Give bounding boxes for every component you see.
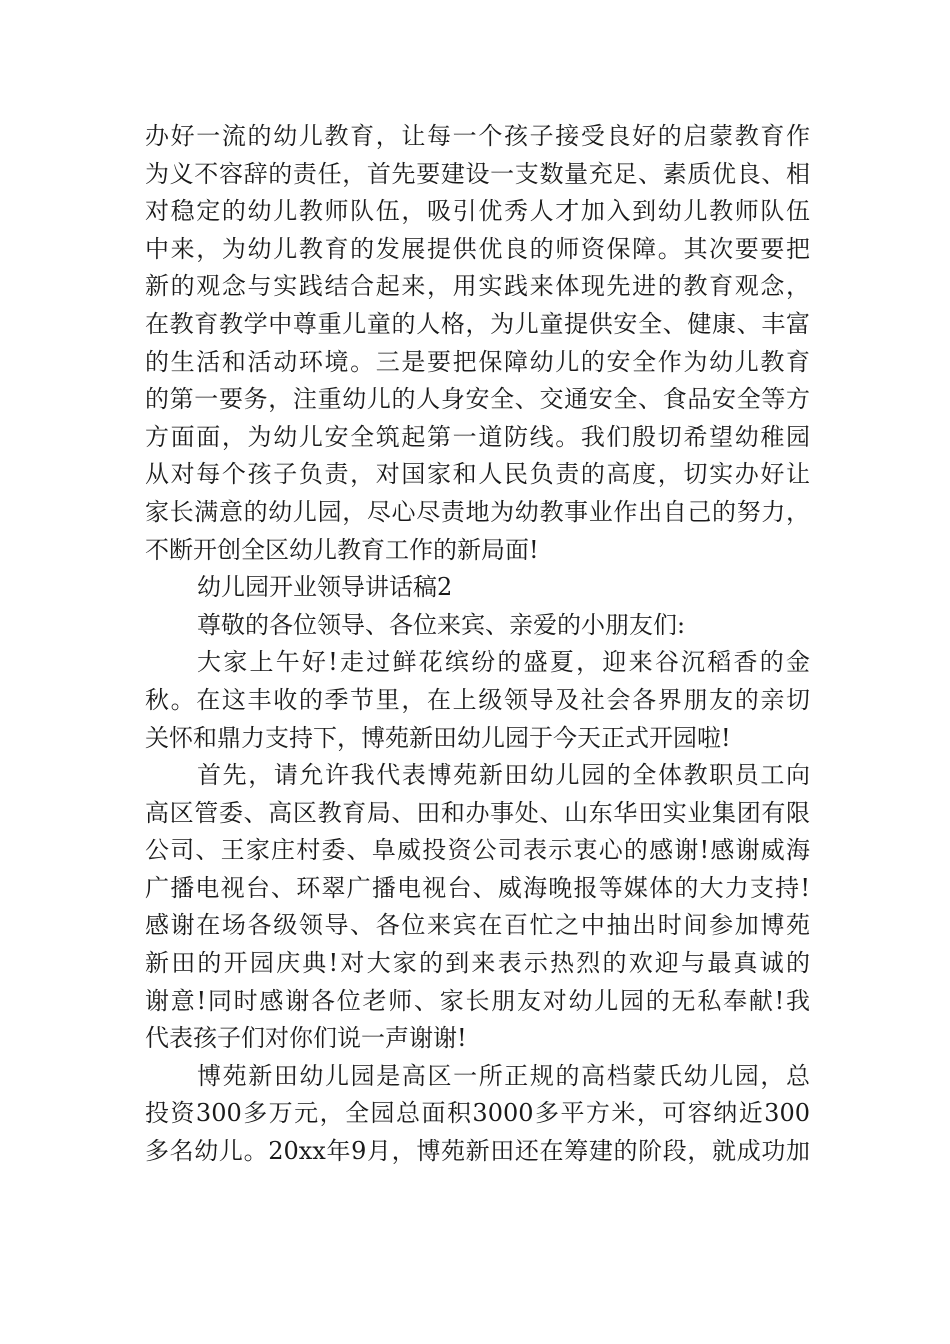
text-line: 中来，为幼儿教育的发展提供优良的师资保障。其次要要把 <box>145 234 810 263</box>
text-line: 的生活和活动环境。三是要把保障幼儿的安全作为幼儿教育 <box>145 347 810 376</box>
text-line: 高区管委、高区教育局、田和办事处、山东华田实业集团有限 <box>145 798 810 827</box>
text-line: 家长满意的幼儿园，尽心尽责地为幼教事业作出自己的努力， <box>145 497 810 526</box>
text-line: 公司、王家庄村委、阜威投资公司表示衷心的感谢!感谢威海 <box>145 836 810 865</box>
text-line: 博苑新田幼儿园是高区一所正规的高档蒙氏幼儿园，总 <box>197 1061 810 1090</box>
text-line: 广播电视台、环翠广播电视台、威海晚报等媒体的大力支持! <box>145 873 810 902</box>
text-line: 的第一要务，注重幼儿的人身安全、交通安全、食品安全等方 <box>145 385 810 414</box>
document-body <box>145 118 810 1171</box>
text-line: 代表孩子们对你们说一声谢谢! <box>145 1024 467 1053</box>
text-line: 从对每个孩子负责，对国家和人民负责的高度，切实办好让 <box>145 460 810 489</box>
text-line: 幼儿园开业领导讲话稿2 <box>197 573 453 602</box>
text-line: 方面面，为幼儿安全筑起第一道防线。我们殷切希望幼稚园 <box>145 422 810 451</box>
text-line: 为义不容辞的责任，首先要建设一支数量充足、素质优良、相 <box>145 159 810 188</box>
text-line: 谢意!同时感谢各位老师、家长朋友对幼儿园的无私奉献!我 <box>145 986 810 1015</box>
text-line: 不断开创全区幼儿教育工作的新局面! <box>145 535 539 564</box>
text-line: 对稳定的幼儿教师队伍，吸引优秀人才加入到幼儿教师队伍 <box>145 197 810 226</box>
text-line: 秋。在这丰收的季节里，在上级领导及社会各界朋友的亲切 <box>145 685 810 714</box>
text-line: 感谢在场各级领导、各位来宾在百忙之中抽出时间参加博苑 <box>145 911 810 940</box>
text-line: 首先，请允许我代表博苑新田幼儿园的全体教职员工向 <box>197 761 810 790</box>
text-line: 办好一流的幼儿教育，让每一个孩子接受良好的启蒙教育作 <box>145 122 810 150</box>
text-line: 大家上午好!走过鲜花缤纷的盛夏，迎来谷沉稻香的金 <box>197 648 810 677</box>
text-line: 关怀和鼎力支持下，博苑新田幼儿园于今天正式开园啦! <box>145 723 731 752</box>
text-line: 在教育教学中尊重儿童的人格，为儿童提供安全、健康、丰富 <box>145 309 810 338</box>
text-line: 新田的开园庆典!对大家的到来表示热烈的欢迎与最真诚的 <box>145 949 810 978</box>
text-line: 尊敬的各位领导、各位来宾、亲爱的小朋友们: <box>197 610 686 639</box>
text-line: 多名幼儿。20xx年9月，博苑新田还在筹建的阶段，就成功加 <box>145 1137 810 1166</box>
text-line: 新的观念与实践结合起来，用实践来体现先进的教育观念， <box>145 272 810 301</box>
text-line: 投资300多万元，全园总面积3000多平方米，可容纳近300 <box>145 1099 810 1128</box>
